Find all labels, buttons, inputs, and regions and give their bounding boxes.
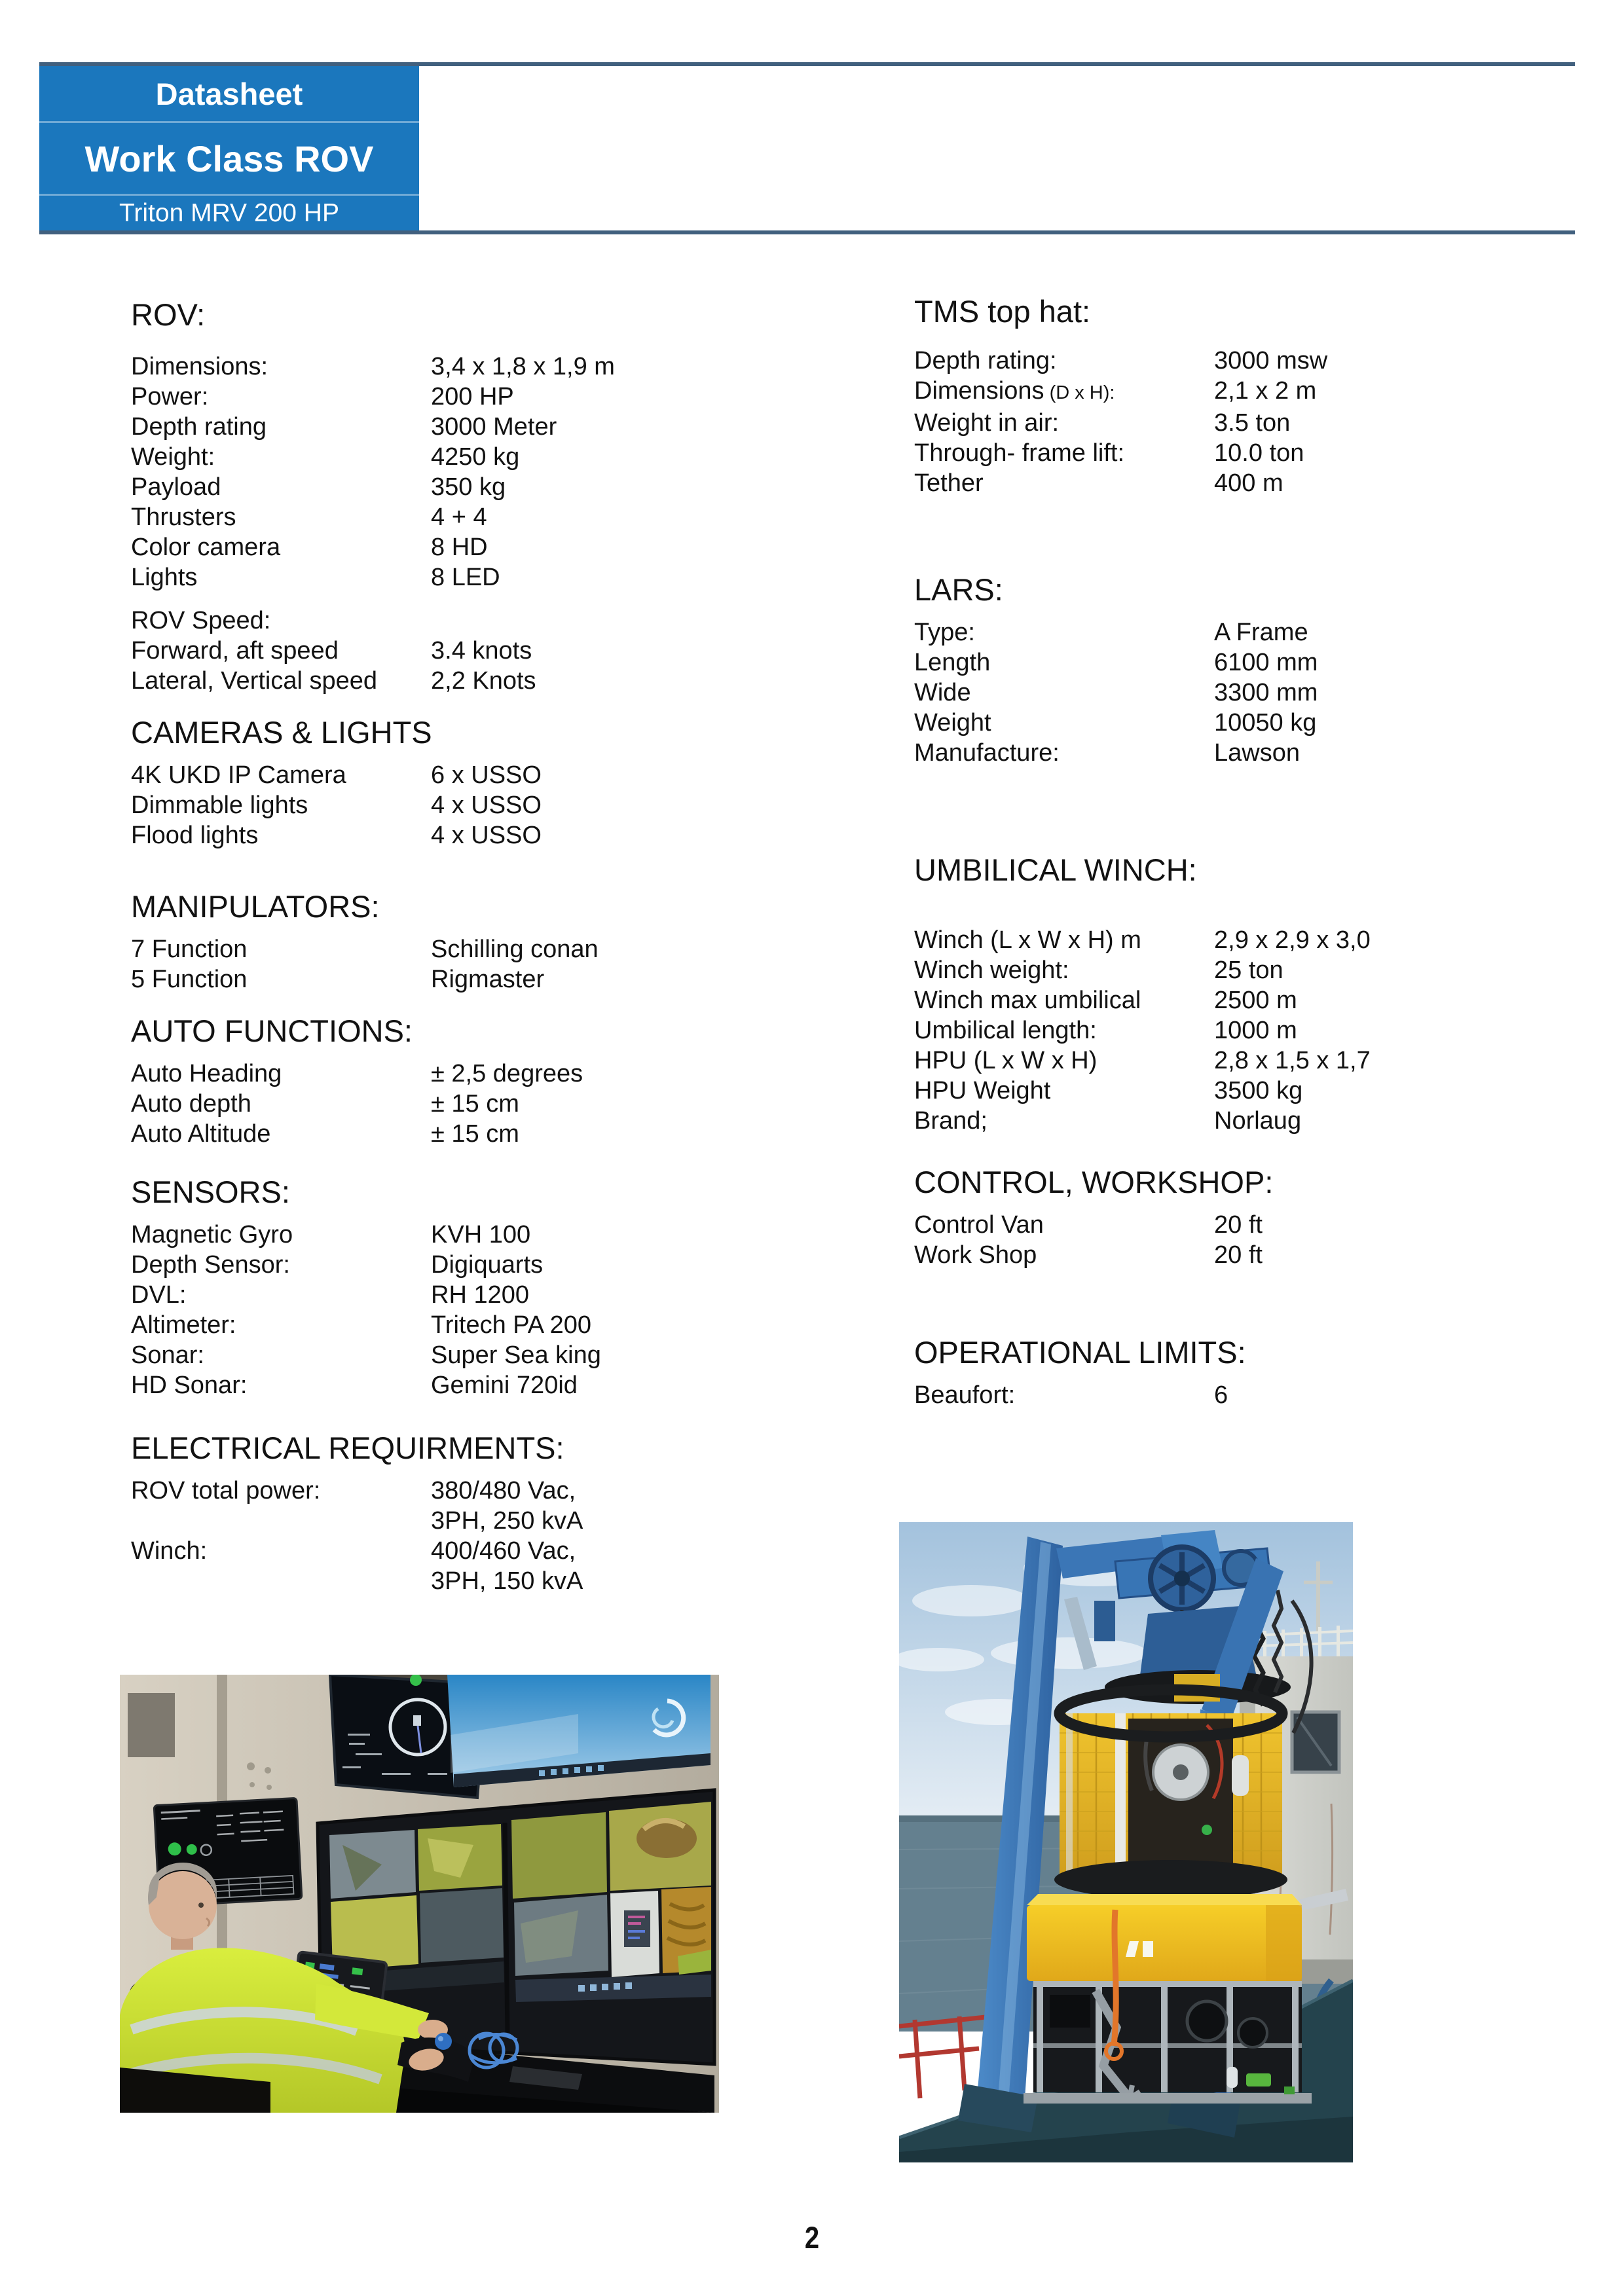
spec-row [131, 1566, 825, 1596]
spec-row [914, 617, 1576, 647]
spec-label: Winch (L x W x H) m [914, 926, 1141, 954]
spec-label: Beaufort: [914, 1381, 1016, 1409]
spec-label: Auto Heading [131, 1060, 282, 1087]
spec-row [914, 346, 1576, 376]
spec-value: 2,9 x 2,9 x 3,0 [1214, 926, 1371, 954]
spec-value: 6100 mm [1214, 649, 1318, 676]
spec-value: 2,8 x 1,5 x 1,7 [1214, 1047, 1371, 1074]
spec-label: HPU (L x W x H) [914, 1047, 1098, 1074]
spec-label [131, 1566, 431, 1596]
spec-label: Length [914, 649, 991, 676]
spec-row [131, 562, 825, 592]
spec-section [131, 716, 825, 850]
spec-label: HD Sonar: [131, 1372, 248, 1399]
spec-value: Tritech PA 200 [431, 1311, 592, 1339]
spec-row [131, 1119, 825, 1149]
spec-row [914, 1046, 1576, 1076]
spec-label: Thrusters [131, 503, 236, 531]
spec-value: 10050 kg [1214, 709, 1317, 737]
section-heading: ROV: [131, 297, 206, 332]
spec-value: ± 15 cm [431, 1090, 519, 1118]
spec-label-suffix: (D x H): [1044, 382, 1115, 403]
section-heading: UMBILICAL WINCH: [914, 852, 1197, 887]
spec-label [131, 1506, 431, 1536]
spec-label: Payload [131, 473, 221, 501]
rov-deck-photo [899, 1522, 1353, 2162]
spec-label: Winch max umbilical [914, 987, 1141, 1014]
spec-row [131, 1089, 825, 1119]
spec-value: Schilling conan [431, 936, 599, 963]
spec-value: ± 15 cm [431, 1120, 519, 1148]
spec-value: 3500 kg [1214, 1077, 1303, 1104]
rov-deck-illustration [899, 1522, 1353, 2162]
spec-row [131, 1310, 825, 1340]
spec-label: Auto depth [131, 1090, 251, 1118]
spec-section [914, 295, 1576, 498]
spec-label: Dimensions: [131, 353, 268, 380]
spec-value: 3000 Meter [431, 413, 557, 441]
spec-label: Auto Altitude [131, 1120, 271, 1148]
spec-value: 3000 msw [1214, 347, 1328, 374]
spec-label: Lateral, Vertical speed [131, 667, 378, 695]
spec-row [914, 738, 1576, 768]
spec-value: 3PH, 150 kvA [431, 1567, 583, 1595]
section-heading: CONTROL, WORKSHOP: [914, 1165, 1274, 1199]
spec-row [131, 1536, 825, 1566]
doc-title: Datasheet [155, 76, 303, 111]
spec-label: Dimmable lights [131, 792, 308, 819]
spec-label: Through- frame lift: [914, 439, 1124, 467]
section-heading: ELECTRICAL REQUIRMENTS: [131, 1430, 564, 1465]
spec-value: 25 ton [1214, 957, 1283, 984]
rov [1024, 1889, 1348, 2104]
spec-label: Altimeter: [131, 1311, 236, 1339]
spec-value: 6 [1214, 1381, 1228, 1409]
spec-label: Umbilical length: [914, 1017, 1097, 1044]
spec-label: Winch: [131, 1537, 208, 1565]
spec-row [131, 964, 825, 994]
spec-value: Gemini 720id [431, 1372, 578, 1399]
spec-value: 200 HP [431, 383, 514, 410]
spec-label: Dimensions (D x H): [914, 377, 1115, 405]
spec-label: Manufacture: [914, 739, 1060, 767]
spec-label: Brand; [914, 1107, 987, 1135]
spec-section [914, 573, 1576, 768]
spec-value: 1000 m [1214, 1017, 1297, 1044]
spec-value: 3PH, 250 kvA [431, 1507, 583, 1535]
spec-value: Norlaug [1214, 1107, 1302, 1135]
header-title-box [39, 66, 419, 230]
spec-label: Weight in air: [914, 409, 1060, 437]
spec-label: Flood lights [131, 822, 259, 849]
spec-row [914, 1380, 1576, 1410]
spec-value: 8 LED [431, 564, 500, 591]
spec-value: 400/460 Vac, [431, 1537, 576, 1565]
spec-value: 3.5 ton [1214, 409, 1291, 437]
spec-row [914, 376, 1576, 408]
spec-row [131, 1059, 825, 1089]
spec-row [131, 352, 825, 382]
spec-section [914, 1336, 1576, 1410]
spec-label: Work Shop [914, 1241, 1037, 1269]
spec-label: DVL: [131, 1281, 187, 1309]
spec-value: 4 x USSO [431, 792, 542, 819]
spec-label: Depth rating: [914, 347, 1057, 374]
spec-row [914, 955, 1576, 985]
spec-value: KVH 100 [431, 1221, 531, 1248]
spec-label: Weight: [131, 443, 215, 471]
spec-row [131, 636, 825, 666]
spec-row [131, 760, 825, 790]
spec-row [914, 408, 1576, 438]
spec-row [914, 438, 1576, 468]
spec-row [131, 412, 825, 442]
spec-row [131, 1250, 825, 1280]
spec-section [131, 1175, 825, 1400]
spec-label: Magnetic Gyro [131, 1221, 293, 1248]
spec-label: Weight [914, 709, 991, 737]
spec-row [914, 1240, 1576, 1270]
spec-label: Forward, aft speed [131, 637, 339, 665]
spec-row [131, 790, 825, 820]
page-number: 2 [804, 2220, 820, 2255]
wall-picture [128, 1693, 175, 1757]
section-heading: SENSORS: [131, 1175, 290, 1209]
spec-row [131, 382, 825, 412]
spec-value: 3300 mm [1214, 679, 1318, 706]
spec-row [131, 1220, 825, 1250]
spec-value: 4 + 4 [431, 503, 487, 531]
spec-label: HPU Weight [914, 1077, 1051, 1104]
spec-value: 380/480 Vac, [431, 1477, 576, 1504]
spec-row [914, 468, 1576, 498]
spec-column-left [131, 298, 825, 1596]
spec-value: Lawson [1214, 739, 1300, 767]
spec-label: Depth Sensor: [131, 1251, 290, 1279]
doc-subtitle: Work Class ROV [39, 121, 419, 194]
product-name: Triton MRV 200 HP [39, 194, 419, 230]
spec-column-right [914, 295, 1576, 1410]
spec-value: Rigmaster [431, 966, 545, 993]
spec-row [131, 442, 825, 472]
spec-value: Super Sea king [431, 1341, 601, 1369]
spec-row [131, 502, 825, 532]
spec-label: Sonar: [131, 1341, 204, 1369]
spec-label: 7 Function [131, 936, 248, 963]
spec-value: 10.0 ton [1214, 439, 1304, 467]
spec-section [131, 1014, 825, 1149]
spec-label: 5 Function [131, 966, 248, 993]
spec-row [914, 708, 1576, 738]
thruster [1187, 2001, 1227, 2041]
lift-strap [1114, 1910, 1116, 2046]
spec-value: 4250 kg [431, 443, 520, 471]
section-heading: MANIPULATORS: [131, 889, 380, 924]
spec-row [914, 985, 1576, 1015]
spec-value: 3.4 knots [431, 637, 532, 665]
spec-value: 350 kg [431, 473, 506, 501]
spec-value: 4 x USSO [431, 822, 542, 849]
spec-value: ± 2,5 degrees [431, 1060, 583, 1087]
section-heading: LARS: [914, 572, 1003, 607]
spec-row [914, 1015, 1576, 1046]
spec-label: Power: [131, 383, 209, 410]
control-room-illustration [120, 1675, 719, 2113]
spec-value: 400 m [1214, 469, 1283, 497]
spec-value: 3,4 x 1,8 x 1,9 m [431, 353, 615, 380]
spec-label: Wide [914, 679, 971, 706]
spec-row [131, 934, 825, 964]
section-heading: TMS top hat: [914, 294, 1091, 329]
spec-value: 8 HD [431, 534, 488, 561]
spec-section [914, 853, 1576, 1136]
section-heading: CAMERAS & LIGHTS [131, 715, 432, 750]
spec-row [914, 647, 1576, 678]
spec-value: 2500 m [1214, 987, 1297, 1014]
header-rule-bottom [39, 230, 1575, 234]
spec-row [914, 1210, 1576, 1240]
spec-label: 4K UKD IP Camera [131, 761, 346, 789]
spec-section [131, 298, 825, 592]
spec-label: ROV total power: [131, 1477, 321, 1504]
spec-value: 6 x USSO [431, 761, 542, 789]
spec-row [914, 925, 1576, 955]
spec-label: Color camera [131, 534, 281, 561]
rov-buoyancy [1027, 1905, 1302, 1981]
spec-value: RH 1200 [431, 1281, 529, 1309]
spec-row [131, 820, 825, 850]
section-heading: OPERATIONAL LIMITS: [914, 1335, 1246, 1370]
deck-item [1246, 2073, 1271, 2086]
spec-row [131, 666, 825, 696]
spec-label: Type: [914, 619, 975, 646]
spec-row [131, 532, 825, 562]
spec-label: Winch weight: [914, 957, 1069, 984]
spec-row [131, 1476, 825, 1506]
spec-row [914, 1076, 1576, 1106]
spec-section [131, 1431, 825, 1596]
spec-row [131, 472, 825, 502]
spec-section [131, 890, 825, 994]
spec-label: Tether [914, 469, 984, 497]
spec-label: Lights [131, 564, 198, 591]
section-heading: AUTO FUNCTIONS: [131, 1013, 413, 1048]
spec-section [914, 1165, 1576, 1270]
spec-section [131, 606, 825, 696]
spec-value: 2,1 x 2 m [1214, 377, 1317, 405]
spec-value: 20 ft [1214, 1241, 1263, 1269]
spec-row [131, 1370, 825, 1400]
spec-row [131, 1280, 825, 1310]
spec-value: 2,2 Knots [431, 667, 536, 695]
section-heading: ROV Speed: [131, 607, 271, 634]
spec-row [131, 1506, 825, 1536]
spec-row [914, 1106, 1576, 1136]
spec-value: A Frame [1214, 619, 1308, 646]
spec-row [914, 678, 1576, 708]
spec-value: 20 ft [1214, 1211, 1263, 1239]
spec-label: Depth rating [131, 413, 267, 441]
spec-label: Control Van [914, 1211, 1044, 1239]
spec-value: Digiquarts [431, 1251, 544, 1279]
spec-row [131, 1340, 825, 1370]
control-room-photo [120, 1675, 719, 2113]
